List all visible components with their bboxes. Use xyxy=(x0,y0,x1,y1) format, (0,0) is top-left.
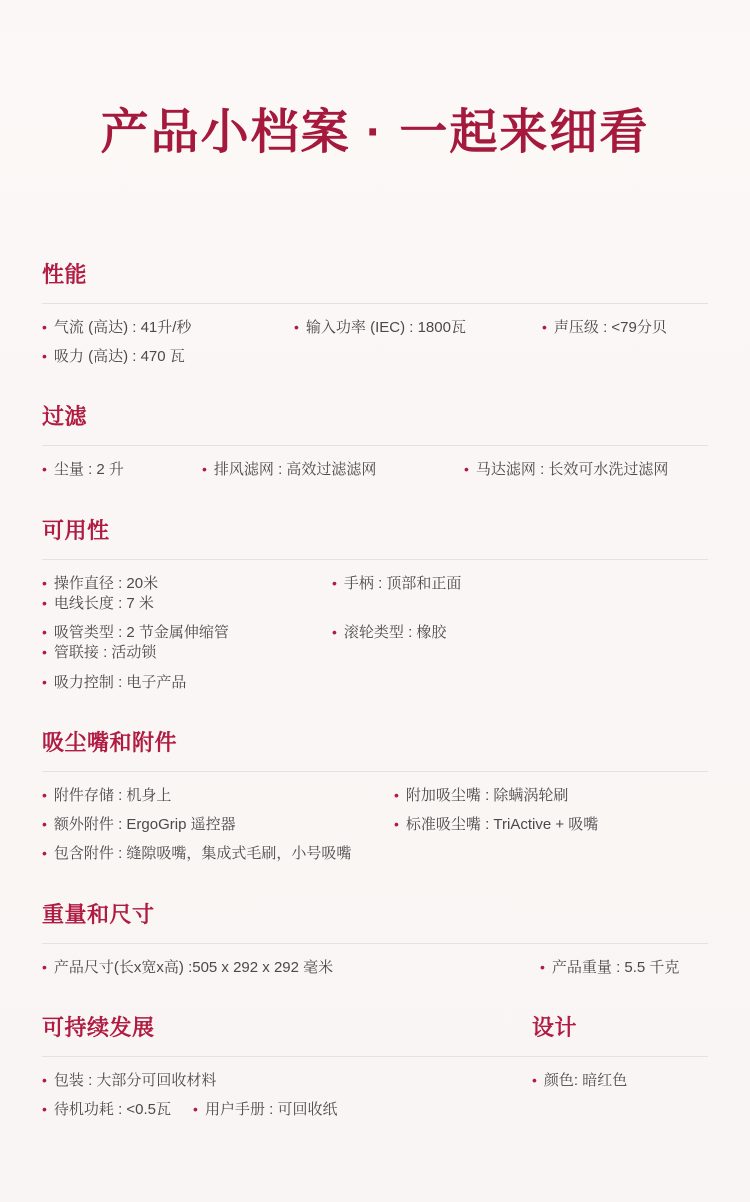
spec-item xyxy=(542,318,702,338)
bullet-icon: • xyxy=(42,786,47,803)
spec-text: 声压级 : <79分贝 xyxy=(553,318,667,336)
spec-text: 马达滤网 : 长效可水洗过滤网 xyxy=(475,461,669,479)
section-performance xyxy=(42,258,708,395)
spec-row xyxy=(42,1100,532,1120)
bullet-icon: • xyxy=(193,1101,198,1117)
spec-text: 吸力控制 : 电子产品 xyxy=(53,673,187,691)
spec-item xyxy=(42,786,394,806)
spec-row xyxy=(42,844,708,864)
spec-item xyxy=(202,460,464,480)
section-title: 性能 xyxy=(42,261,88,287)
spec-row xyxy=(42,786,708,806)
spec-item xyxy=(42,347,294,367)
bullet-icon: • xyxy=(42,574,47,591)
spec-text: 吸力 (高达) : 470 瓦 xyxy=(53,348,185,365)
spec-item xyxy=(42,1071,216,1091)
spec-item xyxy=(193,1100,337,1120)
spec-row xyxy=(42,673,708,693)
bottom-sections xyxy=(42,1011,708,1154)
section-body xyxy=(42,771,708,892)
spec-item xyxy=(42,318,294,338)
spec-item xyxy=(42,460,202,480)
spec-item xyxy=(42,574,332,594)
bullet-icon: • xyxy=(42,1101,47,1117)
bullet-icon: • xyxy=(532,1071,537,1088)
product-spec-page xyxy=(0,32,750,1202)
spec-row xyxy=(42,347,708,367)
page-title: 产品小档案 · 一起来细看 xyxy=(100,106,650,160)
spec-text: 产品尺寸(长x宽x高) :505 x 292 x 292 毫米 xyxy=(53,958,334,976)
bullet-icon: • xyxy=(542,318,547,335)
section-usability xyxy=(42,514,708,720)
spec-item xyxy=(42,643,192,663)
section-title: 设计 xyxy=(532,1014,578,1040)
section-title: 可用性 xyxy=(42,517,110,543)
spec-item xyxy=(540,958,708,978)
bullet-icon: • xyxy=(294,318,299,335)
spec-item xyxy=(332,623,560,643)
spec-item xyxy=(394,786,694,806)
section-nozzles-accessories xyxy=(42,726,708,892)
section-title: 重量和尺寸 xyxy=(42,901,155,927)
bullet-icon: • xyxy=(540,958,545,975)
section-title: 吸尘嘴和附件 xyxy=(42,729,178,755)
spec-text: 包含附件 : 缝隙吸嘴，集成式毛刷，小号吸嘴 xyxy=(53,845,352,863)
bullet-icon: • xyxy=(394,786,399,803)
bullet-icon: • xyxy=(332,574,337,591)
spec-text: 电线长度 : 7 米 xyxy=(53,594,154,612)
spec-item xyxy=(42,1100,171,1120)
section-weight-dimensions xyxy=(42,898,708,1005)
spec-row xyxy=(42,623,708,664)
spec-item xyxy=(532,1071,627,1091)
bullet-icon: • xyxy=(42,594,47,611)
spec-text: 标准吸尘嘴 : TriActive + 吸嘴 xyxy=(405,816,599,833)
bullet-icon: • xyxy=(42,673,47,690)
bullet-icon: • xyxy=(42,845,47,862)
spec-text: 颜色: 暗红色 xyxy=(543,1071,628,1089)
bullet-icon: • xyxy=(42,816,47,832)
bullet-icon: • xyxy=(42,348,47,364)
bullet-icon: • xyxy=(332,624,337,640)
bullet-icon: • xyxy=(464,461,469,478)
spec-row xyxy=(42,958,708,978)
spec-text: 吸管类型 : 2 节金属伸缩管 xyxy=(53,624,229,641)
spec-text: 附件存储 : 机身上 xyxy=(53,786,172,804)
spec-row xyxy=(42,318,708,338)
bullet-icon: • xyxy=(42,644,47,661)
bullet-icon: • xyxy=(42,958,47,975)
spec-text: 输入功率 (IEC) : 1800瓦 xyxy=(305,318,466,336)
section-filtration xyxy=(42,400,708,507)
spec-row xyxy=(42,460,708,480)
spec-text: 包装 : 大部分可回收材料 xyxy=(53,1071,217,1089)
spec-text: 手柄 : 顶部和正面 xyxy=(343,574,462,592)
section-body xyxy=(42,303,708,395)
spec-sections xyxy=(0,258,750,1154)
spec-text: 额外附件 : ErgoGrip 遥控器 xyxy=(53,816,236,833)
spec-item xyxy=(42,623,332,643)
bullet-icon: • xyxy=(202,461,207,478)
section-title: 可持续发展 xyxy=(42,1014,155,1040)
spec-item xyxy=(332,574,560,594)
spec-row xyxy=(532,1071,708,1091)
spec-text: 操作直径 : 20米 xyxy=(53,574,159,592)
spec-item xyxy=(42,673,332,693)
bullet-icon: • xyxy=(42,1071,47,1088)
section-body xyxy=(532,1056,708,1118)
spec-text: 管联接 : 活动锁 xyxy=(53,644,157,662)
spec-text: 排风滤网 : 高效过滤滤网 xyxy=(213,461,377,479)
spec-row xyxy=(42,815,708,835)
spec-text: 附加吸尘嘴 : 除螨涡轮刷 xyxy=(405,786,569,804)
section-body xyxy=(42,1056,532,1148)
bullet-icon: • xyxy=(42,461,47,478)
spec-text: 尘量 : 2 升 xyxy=(53,461,124,479)
section-body xyxy=(42,943,708,1005)
spec-text: 产品重量 : 5.5 千克 xyxy=(551,958,680,976)
spec-row xyxy=(42,1071,532,1091)
bullet-icon: • xyxy=(42,318,47,335)
section-design xyxy=(532,1011,708,1148)
spec-item xyxy=(464,460,704,480)
spec-row xyxy=(42,574,708,615)
spec-text: 用户手册 : 可回收纸 xyxy=(204,1101,338,1118)
section-body xyxy=(42,559,708,720)
spec-item xyxy=(294,318,542,338)
spec-item xyxy=(42,844,394,864)
spec-text: 气流 (高达) : 41升/秒 xyxy=(53,318,192,336)
bullet-icon: • xyxy=(42,624,47,640)
spec-item xyxy=(394,815,694,835)
spec-item xyxy=(42,594,192,614)
bullet-icon: • xyxy=(394,816,399,832)
section-title: 过滤 xyxy=(42,404,88,430)
section-body xyxy=(42,445,708,507)
spec-text: 滚轮类型 : 橡胶 xyxy=(343,624,447,641)
spec-text: 待机功耗 : <0.5瓦 xyxy=(53,1101,172,1118)
spec-item xyxy=(42,815,394,835)
spec-item xyxy=(42,958,540,978)
section-sustainability xyxy=(42,1011,532,1148)
